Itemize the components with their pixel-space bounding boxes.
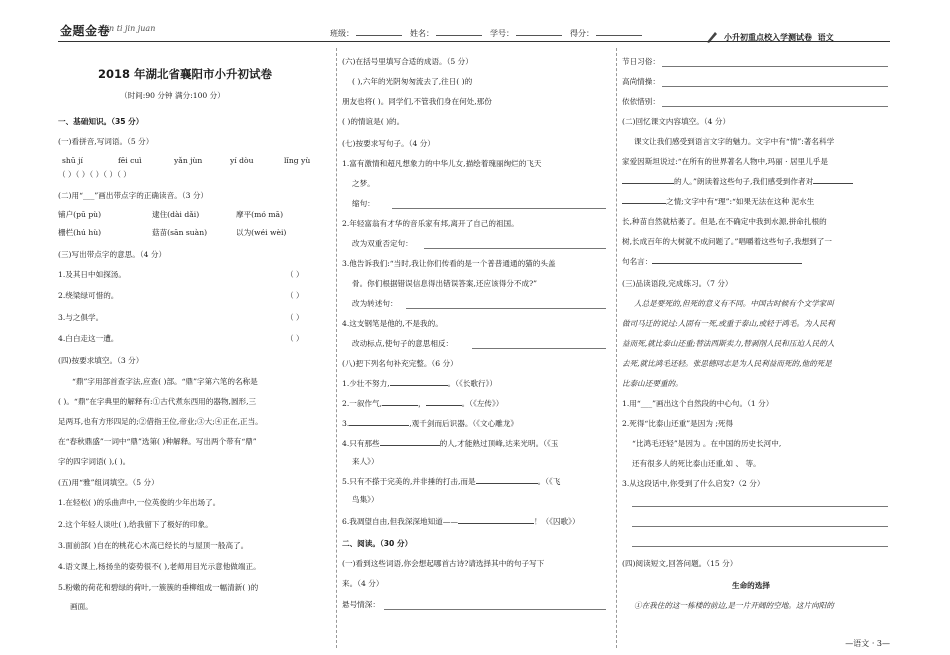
student-id-label: 学号： xyxy=(490,29,514,38)
reading-item[interactable]: 菇苗(sān suàn) xyxy=(152,228,208,237)
score-label: 得分： xyxy=(570,29,594,38)
question-heading: 来。（4 分） xyxy=(342,579,384,588)
meaning-item: 1.及其日中如探汤。 xyxy=(58,270,126,279)
task-label: 改为双重否定句： xyxy=(352,239,413,248)
paragraph-line: 课文让我们感受到语言文字的魅力。文字中有“情”:著名科学 xyxy=(634,137,835,146)
score-field[interactable] xyxy=(570,27,642,39)
exam-meta: （时间:90 分钟 满分:100 分） xyxy=(120,91,225,100)
answer-line[interactable] xyxy=(424,248,606,249)
paragraph-line: ( )。“鼎”在字典里的解释有:①古代煮东西用的器物,圆形,三 xyxy=(58,397,257,406)
reading-item[interactable]: 栅栏(hú hù) xyxy=(58,228,102,237)
question-item: 1.用“___”画出这个自然段的中心句。（1 分） xyxy=(622,399,774,408)
subject-label: 语文 xyxy=(817,33,834,42)
answer-paren[interactable]: （ ） xyxy=(286,291,304,300)
task-label: 悬号情深： xyxy=(342,600,380,609)
question-heading: (八)把下列名句补充完整。（6 分） xyxy=(342,359,458,368)
task-label: 缩句： xyxy=(352,199,375,208)
fill-item: 3.面前部( )自在的桃花心木高已经长的与屋顶一般高了。 xyxy=(58,541,249,550)
task-label: 高尚情操： xyxy=(622,77,660,86)
name-field[interactable] xyxy=(410,27,482,39)
student-id-field[interactable] xyxy=(490,27,562,39)
logo: 金题金卷 xyxy=(60,24,111,38)
paragraph-line: 之情;文字中有“理”:“如果无法在这种 泥水生 xyxy=(622,196,814,207)
answer-line[interactable] xyxy=(632,506,888,507)
sentence-line: 之梦。 xyxy=(352,179,375,188)
answer-line[interactable] xyxy=(632,526,888,527)
paragraph-line: 字的四字词语( ),( )。 xyxy=(58,457,131,466)
passage-line: 做司马迁的说过:人固有一死,或重于泰山,或轻于鸿毛。为人民利 xyxy=(622,319,835,328)
sentence-line: 4.这支钢笔是他的,不是我的。 xyxy=(342,319,443,328)
answer-line[interactable] xyxy=(384,609,606,610)
pinyin-item: shū jí xyxy=(62,156,83,165)
quote-item: 3. ,观千剑而后识器。（《文心雕龙》 xyxy=(342,419,518,428)
paragraph-line: 句名言： xyxy=(622,256,802,267)
quote-item: 2.一叙作气, ， 。（《左传》） xyxy=(342,399,504,408)
column-divider xyxy=(336,48,337,648)
answer-line[interactable] xyxy=(662,66,888,67)
quote-item: 6.我凋望自由,但我深深地知道—— ！（《囚歌》） xyxy=(342,517,580,526)
sentence-line: 1.富有激情和超凡想象力的中华儿女,描绘着瑰丽绚烂的飞天 xyxy=(342,159,542,168)
fill-item: 画面。 xyxy=(70,602,93,611)
meaning-item: 2.绕梁绿可惜的。 xyxy=(58,291,119,300)
page-header xyxy=(0,0,950,44)
fill-item: 1.在轻松( )的乐曲声中,一位英俊的少年出场了。 xyxy=(58,498,221,507)
quote-item: 鸟集》） xyxy=(352,495,379,504)
quote-item: 4.只有那些 的人,才能熟过顶峰,达来光明。（《玉 xyxy=(342,439,559,448)
meaning-item: 4.白白走这一遭。 xyxy=(58,334,119,343)
quote-item: 1.少壮不努力, 。（《长歌行》） xyxy=(342,379,497,388)
task-label: 依依惜别： xyxy=(622,97,660,106)
question-heading: (六)在括号里填写合适的成语。（5 分） xyxy=(342,57,473,66)
paragraph-line: 朋友也将( )。同学们,不管我们身在何处,那份 xyxy=(342,97,492,106)
sentence-line: 3.他告诉我们:“当时,我让你们传看的是一个普普通通的猫的头盖 xyxy=(342,259,556,268)
class-label: 班级： xyxy=(330,29,354,38)
section-heading: 二、阅读。（30 分） xyxy=(342,539,413,548)
fill-item: 4.语文课上,杨扬坐的姿势很不( ),老师用目光示意他做端正。 xyxy=(58,562,261,571)
question-heading: (一)看到这些词语,你会想起哪首古诗?请选择其中的句子写下 xyxy=(342,559,545,568)
answer-line[interactable] xyxy=(662,86,888,87)
section-heading: 一、基础知识。（35 分） xyxy=(58,117,144,126)
class-field[interactable] xyxy=(330,27,402,39)
pinyin-item: lǐng yù xyxy=(284,156,311,165)
question-item: 2.死得“比泰山还重”是因为 ;死得 xyxy=(622,419,734,428)
question-heading: (五)用“雅”组词填空。（5 分） xyxy=(58,478,159,487)
question-item: 3.从这段话中,你受到了什么启发?（2 分） xyxy=(622,479,765,488)
paragraph-line: 长,种苗自然就枯萎了。但是,在不确定中我到水源,拼命扎根的 xyxy=(622,217,827,226)
answer-line[interactable] xyxy=(662,106,888,107)
question-item: “比鸿毛还轻”是因为 。在中国的历史长河中, xyxy=(632,439,782,448)
sentence-line: 2.年轻富翁有才华的音乐家有邦,离开了自己的祖国。 xyxy=(342,219,519,228)
fill-item: 2.这个年轻人谈吐( ),给我留下了极好的印象。 xyxy=(58,520,213,529)
question-heading: (四)按要求填空。（3 分） xyxy=(58,356,144,365)
name-label: 姓名： xyxy=(410,29,434,38)
passage-line: 比泰山还要重的。 xyxy=(622,379,683,388)
paragraph-line: ( ),六年的光阴匆匆流去了,往日( )的 xyxy=(352,77,473,86)
answer-paren[interactable]: （ ） xyxy=(286,334,304,343)
task-label: 节日习俗： xyxy=(622,57,660,66)
fill-item: 5.粉嫩的荷花和碧绿的荷叶,一簇簇的垂柳组成一幅清新( )的 xyxy=(58,583,259,592)
paragraph-line: 在“春秋鼎盛”一词中“鼎”选第( )种解释。写出两个带有“鼎” xyxy=(58,437,257,446)
answer-line[interactable] xyxy=(472,348,606,349)
answer-line[interactable] xyxy=(406,308,606,309)
logo-script: jin ti jin juan xyxy=(104,24,156,33)
paragraph-line: 足两耳,也有方形四足的;②借指王位,帝业;③大;④正在,正当。 xyxy=(58,417,263,426)
brand-title: 小升初重点校入学测试卷 语文 xyxy=(724,33,834,42)
passage-line: 去死,就比鸿毛还轻。张思德同志是为人民利益而死的,他的死是 xyxy=(622,359,832,368)
answer-paren[interactable]: （ ） xyxy=(286,313,304,322)
quote-item: 5.只有不搽于完美的,并非捶的打击,而是 。（《飞 xyxy=(342,477,561,486)
page-number: —语文 · 3— xyxy=(845,639,890,648)
passage-line: ①在我住的这一栋楼的前边,是一片开阔的空地。这片向阳的 xyxy=(634,601,834,610)
paragraph-line: 家爱因斯坦说过:“在所有的世界著名人物中,玛丽 · 居里儿乎是 xyxy=(622,157,828,166)
answer-line[interactable] xyxy=(392,208,606,209)
paragraph-line: “鼎”字用部首查字法,应查( )部。“鼎”字第六笔的名称是 xyxy=(72,377,258,386)
question-item: 还有很多人的死比泰山还重,如 、 等。 xyxy=(632,459,761,468)
answer-blanks[interactable]: （ ）（ ）（ ）（ ）（ ） xyxy=(58,170,131,179)
reading-item[interactable]: 以为(wéi wèi) xyxy=(236,228,287,237)
column-divider xyxy=(616,48,617,648)
question-heading: (七)按要求写句子。（4 分） xyxy=(342,139,435,148)
answer-line[interactable] xyxy=(632,546,888,547)
passage-line: 人总是要死的,但死的意义有不同。中国古时候有个文学家叫 xyxy=(634,299,834,308)
sentence-line: 骨。你们根据错误信息得出错误答案,还应该得分不成?” xyxy=(352,279,538,288)
paragraph-line: 树,长成百年的大树就不成问题了。”唱嚼着这些句子,我想到了一 xyxy=(622,237,832,246)
header-rule xyxy=(58,41,890,42)
question-heading: (一)看拼音,写词语。（5 分） xyxy=(58,137,154,146)
pinyin-item: yǎn jùn xyxy=(174,156,203,165)
pinyin-item: yí dòu xyxy=(230,156,254,165)
reading-item[interactable]: 摩平(mó mā) xyxy=(236,210,284,219)
question-heading: (二)用“___”画出带点字的正确读音。（3 分） xyxy=(58,191,209,200)
quote-item: 来人》） xyxy=(352,457,379,466)
passage-title: 生命的选择 xyxy=(732,581,770,590)
paragraph-line: ( )的情谊是( )的。 xyxy=(342,117,405,126)
task-label: 改为转述句： xyxy=(352,299,398,308)
passage-line: 益而死,就比泰山还重;替法西斯卖力,替剥削人民和压迫人民的人 xyxy=(622,339,835,348)
answer-paren[interactable]: （ ） xyxy=(286,270,304,279)
question-heading: (三)品读语段,完成练习。（7 分） xyxy=(622,279,733,288)
question-heading: (二)回忆课文内容填空。（4 分） xyxy=(622,117,731,126)
question-heading: (四)阅读短文,回答问题。（15 分） xyxy=(622,559,738,568)
reading-item[interactable]: 铺户(pū pù) xyxy=(58,210,102,219)
pinyin-item: fēi cuì xyxy=(118,156,142,165)
exam-title: 2018 年湖北省襄阳市小升初试卷 xyxy=(98,67,273,81)
task-label: 改动标点,使句子的意思相反： xyxy=(352,339,454,348)
question-heading: (三)写出带点字的意思。（4 分） xyxy=(58,250,167,259)
meaning-item: 3.与之俱学。 xyxy=(58,313,104,322)
paragraph-line: 的人。”朗读着这些句子,我们感受到作者对 xyxy=(622,176,853,187)
reading-item[interactable]: 逮住(dài dǎi) xyxy=(152,210,200,219)
